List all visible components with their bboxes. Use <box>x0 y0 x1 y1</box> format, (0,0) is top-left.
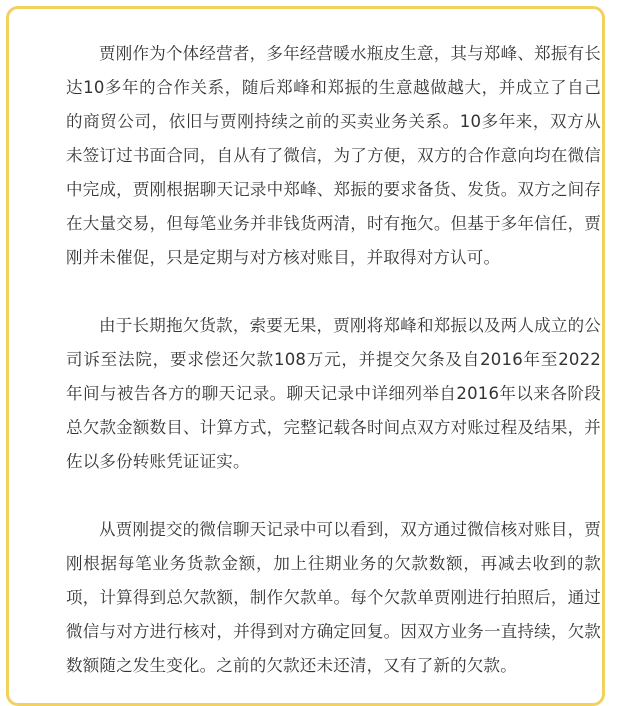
article-body <box>66 37 601 683</box>
paragraph: 贾刚作为个体经营者，多年经营暖水瓶皮生意，其与郑峰、郑振有长达10多年的合作关系，随后郑峰和郑振的生意越做越大，并成立了自己的商贸公司，依旧与贾刚持续之前的买卖业务关系。10多年来，双方从未签订过书面合同，自从有了微信，为了方便，双方的合作意向均在微信中完成，贾刚根据聊天记录中郑峰、郑振的要求备货、发货。双方之间存在大量交易，但每笔业务并非钱货两清，时有拖欠。但基于多年信任，贾刚并未催促，只是定期与对方核对账目，并取得对方认可。 <box>66 44 601 267</box>
article-card <box>6 6 605 706</box>
paragraph: 从贾刚提交的微信聊天记录中可以看到，双方通过微信核对账目，贾刚根据每笔业务货款金额，加上往期业务的欠款数额，再减去收到的款项，计算得到总欠款额，制作欠款单。每个欠款单贾刚进行拍照后，通过微信与对方进行核对，并得到对方确定回复。因双方业务一直持续，欠款数额随之发生变化。之前的欠款还未还清，又有了新的欠款。 <box>66 520 601 675</box>
paragraph: 由于长期拖欠货款，索要无果，贾刚将郑峰和郑振以及两人成立的公司诉至法院，要求偿还欠款108万元，并提交欠条及自2016年至2022年间与被告各方的聊天记录。聊天记录中详细列举自2016年以来各阶段总欠款金额数目、计算方式，完整记载各时间点双方对账过程及结果，并佐以多份转账凭证证实。 <box>66 316 601 471</box>
